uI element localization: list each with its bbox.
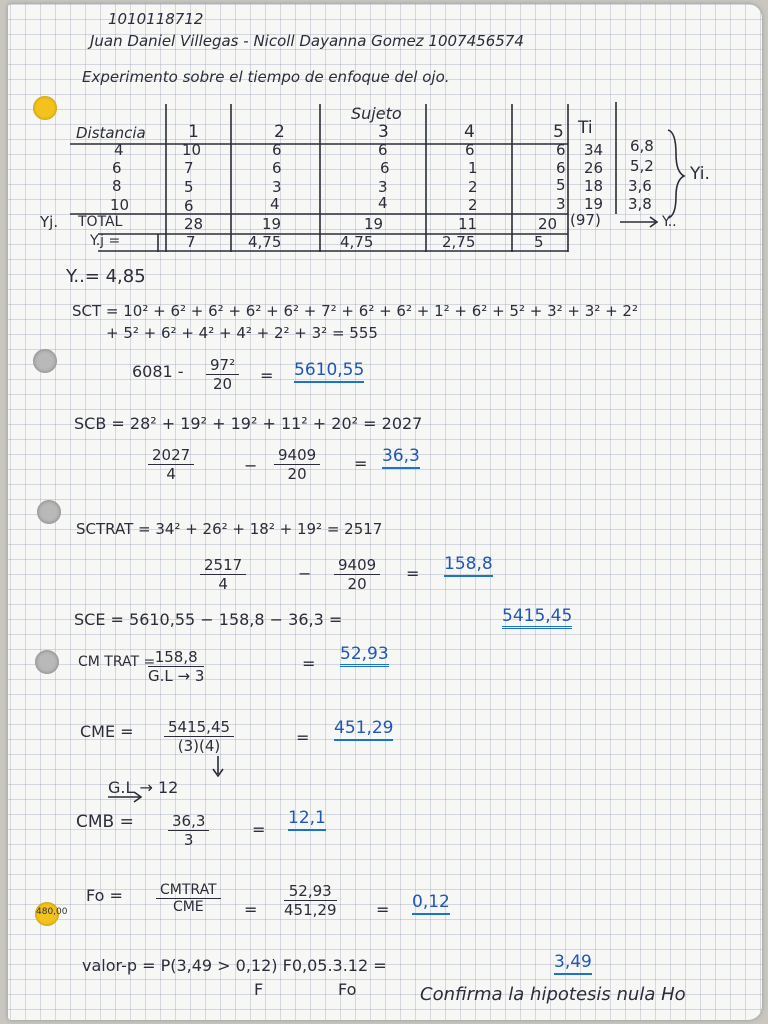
fraction-denominator: 20 — [347, 575, 367, 593]
equals-sign: = — [376, 900, 390, 919]
table-cell: 1 — [468, 159, 478, 177]
col-header-total: Ti — [578, 118, 593, 138]
cme-label: CME = — [80, 722, 134, 741]
col-header-4: 4 — [464, 122, 475, 142]
table-cell: 5 — [184, 178, 194, 196]
table-cell: 7 — [184, 159, 194, 177]
fo-fraction-1 — [156, 882, 221, 915]
grand-total: (97) — [570, 211, 601, 229]
cmb-fraction — [168, 812, 209, 849]
sctrat-line: SCTRAT = 34² + 26² + 18² + 19² = 2517 — [76, 520, 383, 538]
equals-sign: = — [244, 900, 258, 919]
table-cell: 4 — [378, 194, 388, 212]
totals-label: TOTAL — [78, 214, 123, 230]
sce-result: 5415,45 — [502, 606, 572, 629]
cmtrat-result: 52,93 — [340, 644, 389, 667]
table-cell: 6 — [380, 159, 390, 177]
totals-side-label: Yj. — [40, 213, 59, 231]
equals-sign: = — [302, 654, 316, 673]
scb-fraction-1 — [148, 446, 194, 483]
table-cell: 4 — [270, 195, 280, 213]
mean-cell: 2,75 — [442, 233, 476, 251]
sct-calc-left: 6081 - — [132, 362, 184, 381]
equals-sign: = — [406, 564, 420, 583]
table-cell: 6 — [556, 159, 566, 177]
fraction-numerator: 9409 — [334, 556, 380, 575]
fo-label: Fo = — [86, 886, 123, 905]
fraction-numerator: 2517 — [200, 556, 246, 575]
fraction-numerator: 52,93 — [284, 882, 337, 901]
table-cell: 6 — [378, 141, 388, 159]
row-header: Distancia — [76, 124, 146, 142]
scb-fraction-2 — [274, 446, 320, 483]
fraction-denominator: 451,29 — [284, 901, 337, 919]
cmb-result: 12,1 — [288, 808, 326, 831]
cmtrat-label: CM TRAT = — [78, 654, 156, 670]
pvalue-line: valor-p = P(3,49 > 0,12) F0,05.3.12 = — [82, 956, 387, 975]
table-cell: 5 — [556, 176, 566, 194]
cmtrat-fraction — [148, 648, 204, 685]
sctrat-result: 158,8 — [444, 554, 493, 577]
row-mean: 6,8 — [630, 137, 654, 155]
fraction-denominator: 4 — [218, 575, 228, 593]
equals-sign: = — [354, 454, 368, 473]
total-cell: 20 — [538, 215, 558, 233]
total-cell: 19 — [262, 215, 282, 233]
sct-line-2: + 5² + 6² + 4² + 4² + 2² + 3² = 555 — [106, 324, 378, 342]
pvalue-sub-fo: Fo — [338, 980, 357, 999]
fraction-numerator: 158,8 — [148, 648, 204, 667]
row-distance: 4 — [114, 141, 124, 159]
table-cell: 3 — [378, 178, 388, 196]
equals-sign: = — [260, 366, 274, 385]
row-mean: 3,6 — [628, 177, 652, 195]
fraction-denominator: CME — [172, 899, 204, 915]
table-cell: 6 — [465, 141, 475, 159]
fo-fraction-2 — [284, 882, 337, 919]
sct-line-1: SCT = 10² + 6² + 6² + 6² + 6² + 7² + 6² + 6² + 1² + 6² + 5² + 3² + 3² + 2² — [72, 302, 638, 320]
cmb-label: CMB = — [76, 812, 134, 832]
table-group-label: Sujeto — [351, 104, 402, 123]
sce-line: SCE = 5610,55 − 158,8 − 36,3 = — [74, 610, 343, 629]
scb-result: 36,3 — [382, 446, 420, 469]
experiment-title: Experimento sobre el tiempo de enfoque del ojo. — [82, 68, 450, 86]
fraction-numerator: 2027 — [148, 446, 194, 465]
table-cell: 6 — [184, 197, 194, 215]
row-distance: 6 — [112, 159, 122, 177]
pvalue-result: 3,49 — [554, 952, 592, 975]
sctrat-fraction-1 — [200, 556, 246, 593]
equals-sign: = — [296, 728, 310, 747]
row-distance: 8 — [112, 177, 122, 195]
authors-line: Juan Daniel Villegas - Nicoll Dayanna Gomez 1007456574 — [90, 32, 524, 50]
cme-result: 451,29 — [334, 718, 393, 741]
table-cell: 3 — [272, 178, 282, 196]
table-cell: 2 — [468, 196, 478, 214]
equals-sign: = — [252, 820, 266, 839]
row-total: 34 — [584, 141, 604, 159]
fraction-numerator: 5415,45 — [164, 718, 234, 737]
fraction-numerator: CMTRAT — [156, 882, 221, 899]
cme-fraction — [164, 718, 234, 755]
col-header-1: 1 — [188, 122, 199, 142]
grand-mean: Y..= 4,85 — [66, 266, 146, 287]
table-cell: 6 — [272, 159, 282, 177]
margin-note: 480,00 — [36, 907, 68, 917]
pvalue-sub-f: F — [254, 980, 264, 999]
row-total: 19 — [584, 195, 604, 213]
means-label: Y.j = — [90, 233, 121, 249]
table-cell: 10 — [182, 141, 202, 159]
total-cell: 19 — [364, 215, 384, 233]
grand-total-label: Y.. — [662, 214, 677, 230]
mean-cell: 4,75 — [248, 233, 282, 251]
fraction-denominator: G.L → 3 — [148, 667, 205, 685]
fraction-denominator: 20 — [287, 465, 307, 483]
total-cell: 28 — [184, 215, 204, 233]
row-mean: 3,8 — [628, 195, 652, 213]
col-header-3: 3 — [378, 122, 389, 142]
minus-sign: − — [244, 456, 258, 475]
fraction-numerator: 97² — [206, 356, 239, 375]
mean-cell: 7 — [186, 233, 196, 251]
sctrat-fraction-2 — [334, 556, 380, 593]
gl-line: G.L → 12 — [108, 778, 179, 797]
row-mean: 5,2 — [630, 157, 654, 175]
id-number: 1010118712 — [108, 10, 204, 28]
mean-cell: 4,75 — [340, 233, 374, 251]
fraction-denominator: 3 — [183, 831, 194, 849]
row-means-label: Yi. — [690, 164, 710, 184]
sct-result: 5610,55 — [294, 360, 364, 383]
row-distance: 10 — [110, 196, 130, 214]
table-cell: 6 — [272, 141, 282, 159]
col-header-2: 2 — [274, 122, 285, 142]
minus-sign: − — [298, 564, 312, 583]
table-cell: 3 — [556, 195, 566, 213]
fraction-denominator: (3)(4) — [177, 737, 221, 755]
conclusion: Confirma la hipotesis nula Ho — [420, 984, 686, 1005]
fraction-denominator: 20 — [213, 375, 233, 393]
row-total: 18 — [584, 177, 604, 195]
fraction-numerator: 36,3 — [168, 812, 209, 831]
fraction-denominator: 4 — [166, 465, 176, 483]
total-cell: 11 — [458, 215, 478, 233]
col-header-5: 5 — [553, 122, 564, 142]
table-cell: 2 — [468, 178, 478, 196]
row-total: 26 — [584, 159, 604, 177]
sct-fraction — [206, 356, 239, 393]
fraction-numerator: 9409 — [274, 446, 320, 465]
notebook-page — [8, 4, 762, 1020]
scb-line: SCB = 28² + 19² + 19² + 11² + 20² = 2027 — [74, 414, 423, 433]
fo-result: 0,12 — [412, 892, 450, 915]
table-cell: 6 — [556, 141, 566, 159]
mean-cell: 5 — [534, 233, 544, 251]
